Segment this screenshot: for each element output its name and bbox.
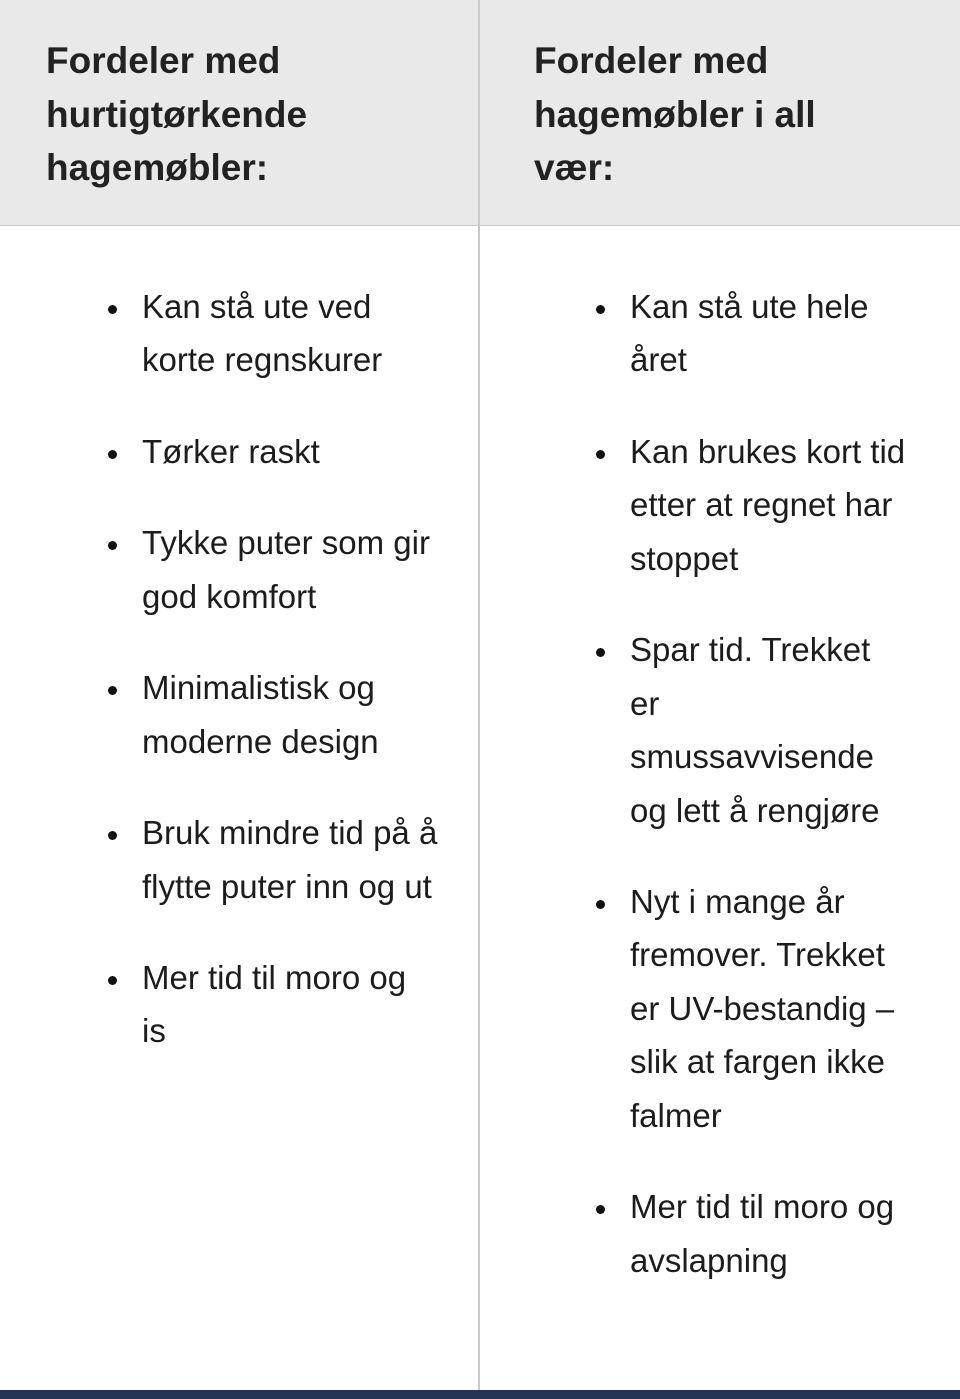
list-item: • Nyt i mange år fremover. Trekket er UV-bestandig – slik at fargen ikke falmer bbox=[620, 875, 906, 1142]
column-header-quick-drying: Fordeler med hurtigtørkende hagemøbler: bbox=[0, 0, 478, 226]
column-body-all-weather bbox=[480, 226, 960, 1390]
list-item: • Mer tid til moro og avslapning bbox=[620, 1180, 906, 1287]
list-item: • Spar tid. Trekket er smussavvisende og lett å rengjøre bbox=[620, 623, 906, 837]
list-item: • Kan stå ute hele året bbox=[620, 280, 906, 387]
benefit-list-all-weather bbox=[480, 280, 930, 1287]
list-item: • Tykke puter som gir god komfort bbox=[132, 516, 438, 623]
list-item: • Kan stå ute ved korte regnskurer bbox=[132, 280, 438, 387]
column-header-all-weather: Fordeler med hagemøbler i all vær: bbox=[480, 0, 960, 226]
column-all-weather bbox=[480, 0, 960, 1390]
column-quick-drying bbox=[0, 0, 480, 1390]
list-item: • Kan brukes kort tid etter at regnet har stoppet bbox=[620, 425, 906, 585]
benefit-list-quick-drying bbox=[0, 280, 448, 1058]
list-item: • Bruk mindre tid på å flytte puter inn og ut bbox=[132, 806, 438, 913]
list-item: • Tørker raskt bbox=[132, 425, 438, 478]
bottom-section-divider bbox=[0, 1390, 960, 1399]
column-body-quick-drying bbox=[0, 226, 478, 1390]
list-item: • Mer tid til moro og is bbox=[132, 951, 438, 1058]
list-item: • Minimalistisk og moderne design bbox=[132, 661, 438, 768]
